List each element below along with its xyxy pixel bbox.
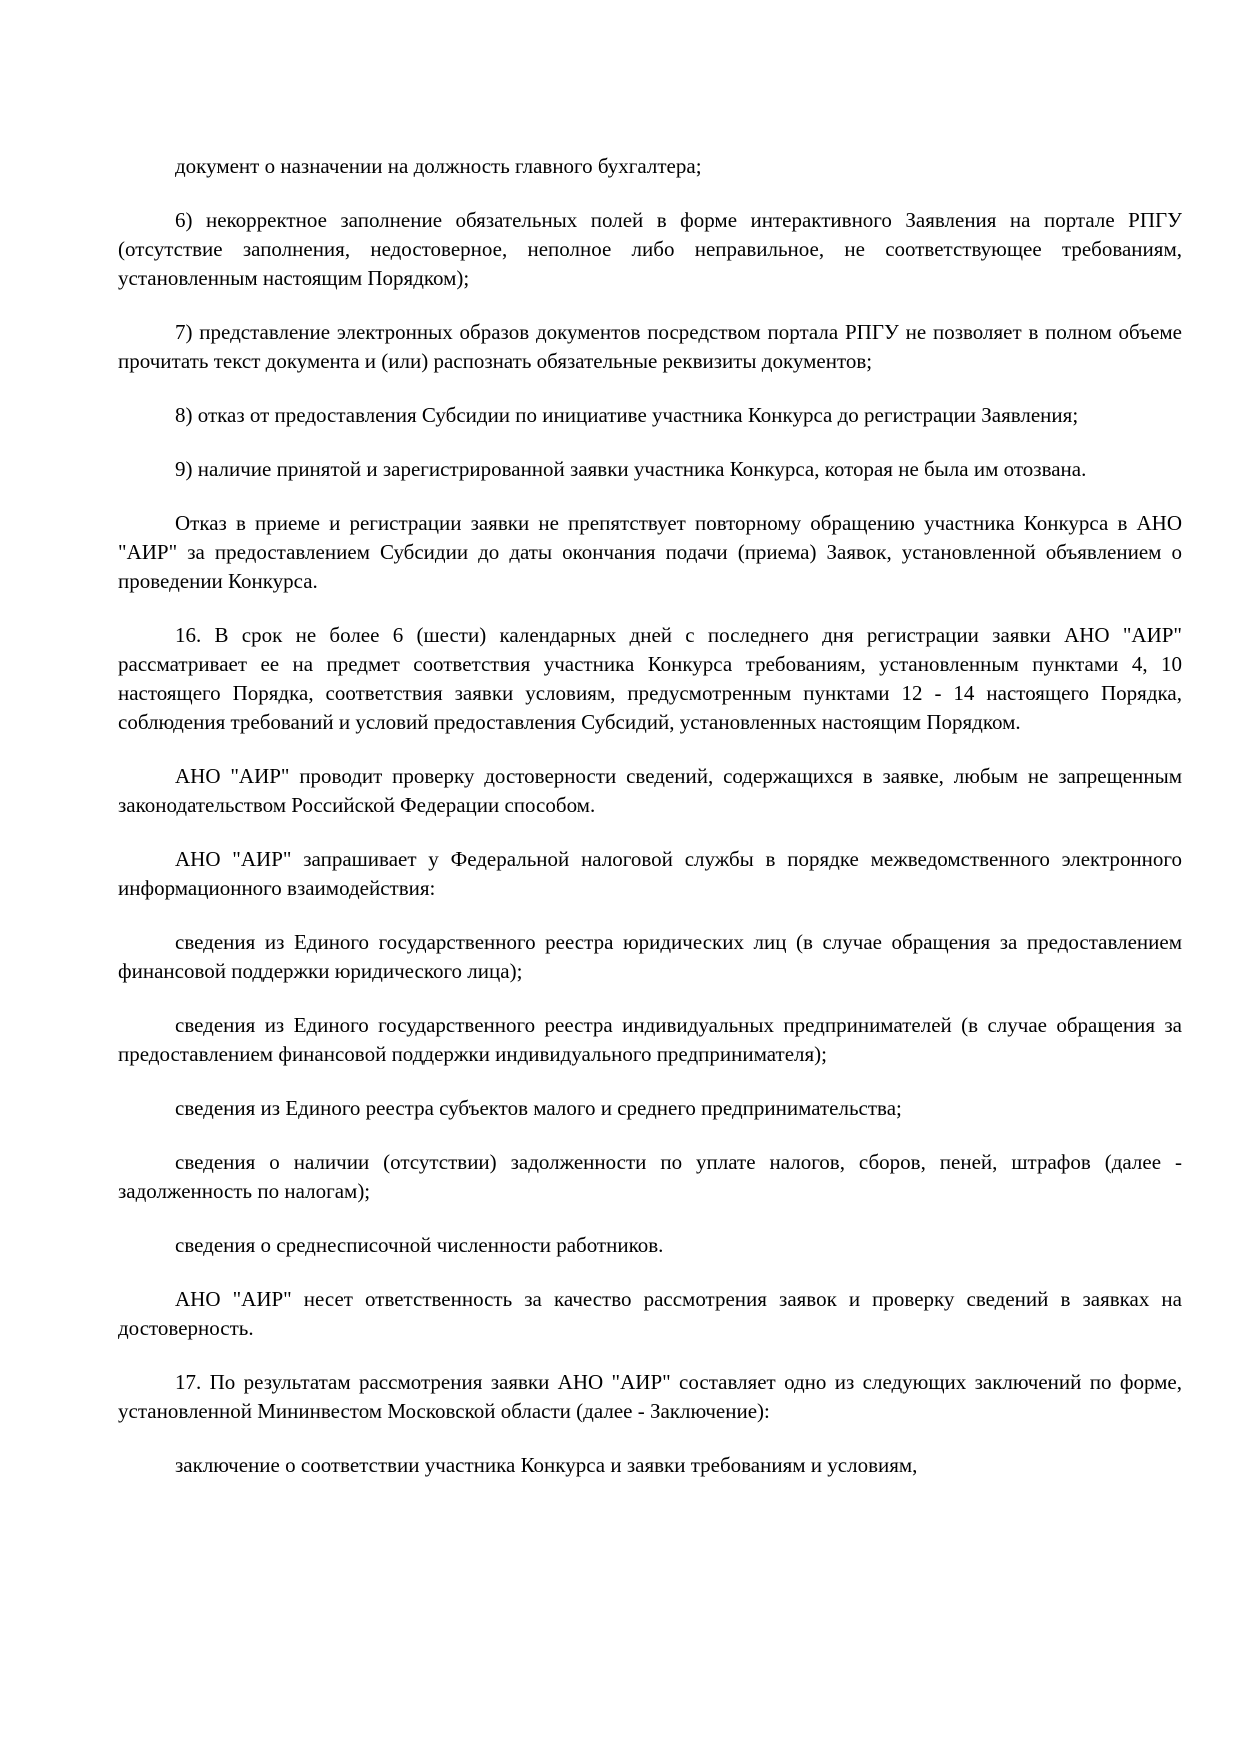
paragraph-chief-accountant: документ о назначении на должность главного бухгалтера; [175, 154, 702, 178]
paragraph-item-9: 9) наличие принятой и зарегистрированной заявки участника Конкурса, которая не была им отозвана. [175, 457, 1087, 481]
paragraph-egrul: сведения из Единого государственного реестра юридических лиц (в случае обращения за предоставлением финансовой поддержки юридического лица); [118, 930, 1182, 983]
paragraph-responsibility: АНО "АИР" несет ответственность за качество рассмотрения заявок и проверку сведений в заявках на достоверность. [118, 1287, 1182, 1340]
paragraph-item-6: 6) некорректное заполнение обязательных полей в форме интерактивного Заявления на портале РПГУ (отсутствие заполнения, недостоверное, неполное либо неправильное, не соответствующее требованиям, установленным настоящим Порядком); [118, 208, 1182, 290]
paragraph-conclusion: заключение о соответствии участника Конкурса и заявки требованиям и условиям, [175, 1453, 918, 1477]
paragraph-egrip: сведения из Единого государственного реестра индивидуальных предпринимателей (в случае обращения за предоставлением финансовой поддержки индивидуального предпринимателя); [118, 1013, 1182, 1066]
document-page [118, 152, 1182, 1505]
paragraph-fns-request: АНО "АИР" запрашивает у Федеральной налоговой службы в порядке межведомственного электронного информационного взаимодействия: [118, 847, 1182, 900]
paragraph-sme-registry: сведения из Единого реестра субъектов малого и среднего предпринимательства; [175, 1096, 902, 1120]
paragraph-item-7: 7) представление электронных образов документов посредством портала РПГУ не позволяет в полном объеме прочитать текст документа и (или) распознать обязательные реквизиты документов; [118, 320, 1182, 373]
paragraph-verification: АНО "АИР" проводит проверку достоверности сведений, содержащихся в заявке, любым не запрещенным законодательством Российской Федерации способом. [118, 764, 1182, 817]
paragraph-item-8: 8) отказ от предоставления Субсидии по инициативе участника Конкурса до регистрации Заявления; [175, 403, 1079, 427]
paragraph-16: 16. В срок не более 6 (шести) календарных дней с последнего дня регистрации заявки АНО "АИР" рассматривает ее на предмет соответствия участника Конкурса требованиям, установленным пунктами 4, 10 настоящего Порядка, соответствия заявки условиям, предусмотренным пунктами 12 - 14 настоящего Порядка, соблюдения требований и условий предоставления Субсидий, установленных настоящим Порядком. [118, 623, 1182, 734]
paragraph-refusal: Отказ в приеме и регистрации заявки не препятствует повторному обращению участника Конкурса в АНО "АИР" за предоставлением Субсидии до даты окончания подачи (приема) Заявок, установленной объявлением о проведении Конкурса. [118, 511, 1182, 593]
paragraph-tax-debt: сведения о наличии (отсутствии) задолженности по уплате налогов, сборов, пеней, штрафов (далее - задолженность по налогам); [118, 1150, 1182, 1203]
paragraph-17: 17. По результатам рассмотрения заявки АНО "АИР" составляет одно из следующих заключений по форме, установленной Мининвестом Московской области (далее - Заключение): [118, 1370, 1182, 1423]
paragraph-headcount: сведения о среднесписочной численности работников. [175, 1233, 664, 1257]
